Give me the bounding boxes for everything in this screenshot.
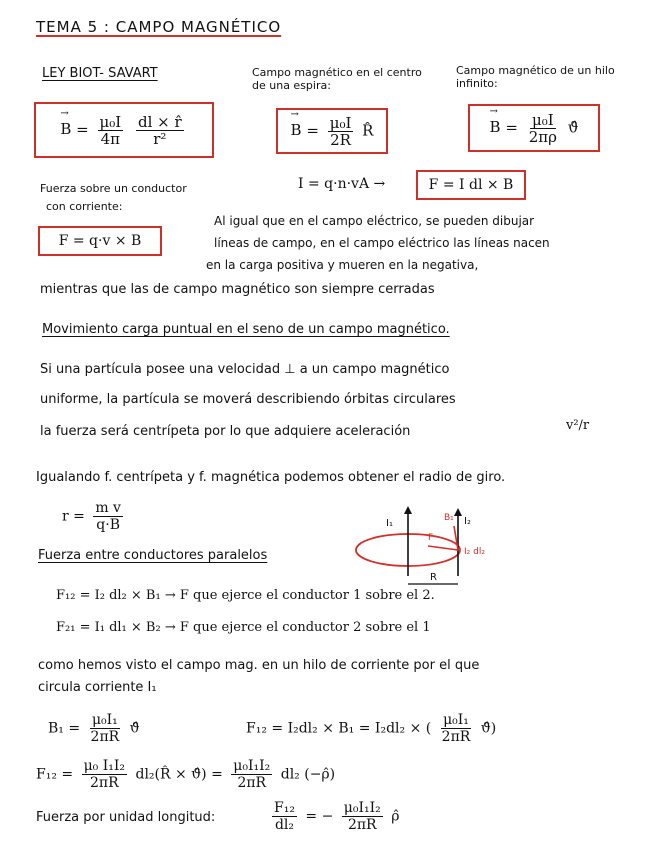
page-title: TEMA 5 : CAMPO MAGNÉTICO [36,18,282,36]
paralelos-text-2: circula corriente I₁ [38,680,157,695]
biot-savart-heading: LEY BIOT- SAVART [42,66,158,81]
movimiento-line-1: Si una partícula posee una velocidad ⊥ a un campo magnético [40,362,450,377]
f12-definition: F₁₂ = I₂ dl₂ × B₁ → F que ejerce el conductor 1 sobre el 2. [56,588,435,603]
movimiento-line-3: la fuerza será centrípeta por lo que adquiere aceleración [40,424,411,439]
label-i1: I₁ [386,518,393,529]
lorentz-formula: F = q·v × B [58,233,142,249]
parallel-conductors-diagram [350,500,520,596]
lorentz-box [38,226,162,256]
fuerza-unidad-label: Fuerza por unidad longitud: [36,810,216,825]
aceleracion-centripeta: v²/r [566,418,590,433]
paralelos-heading: Fuerza entre conductores paralelos [38,548,268,563]
fuerza-conductor-caption-1: Fuerza sobre un conductor [40,182,187,195]
label-r: R [430,572,437,583]
force-vector [428,546,458,550]
movimiento-line-2: uniforme, la partícula se moverá describiendo órbitas circulares [40,392,456,407]
f12-result-formula: F₁₂ = $\frac{\text{μ₀ I₁I₂}}{2\pi R}$ dl₂(R̂ × ϑ̂) = $\frac{\text{μ₀I₁I₂}}{2\pi R}$ dl₂ (−ρ̂) [36,758,336,791]
campo-espira-formula-box [276,108,388,154]
conductor-1-arrow [404,506,412,514]
label-f: F [428,533,434,543]
fuerza-conductor-box [416,170,526,200]
nota-line-2: líneas de campo, en el campo eléctrico las líneas nacen [214,236,550,250]
f12-expanded-formula: F₁₂ = I₂dl₂ × B₁ = I₂dl₂ × ( $\frac{\text{μ₀I₁}}{2\pi R}$ ϑ̂) [246,712,497,745]
campo-espira-formula: → B = $\frac{\text{μ₀I}}{2R}$ R̂ [291,115,374,148]
label-i2: I₂ [464,516,471,527]
biot-savart-formula-box [34,102,214,158]
paralelos-text-1: como hemos visto el campo mag. en un hilo de corriente por el que [38,658,480,673]
nota-line-3: en la carga positiva y mueren en la negativa, [206,258,479,272]
movimiento-line-4: Igualando f. centrípeta y f. magnética podemos obtener el radio de giro. [36,470,506,485]
fuerza-unidad-formula: $\frac{\text{F₁₂}}{\text{dl₂}}$ = − $\frac{\text{μ₀I₁I₂}}{2\pi R}$ ρ̂ [274,800,400,833]
biot-savart-formula: → B = $\frac{\text{μ₀I}}{4\pi}$ $\frac{dl \times r̂}{\text{r²}}$ [60,114,187,147]
f21-definition: F₂₁ = I₁ dl₁ × B₂ → F que ejerce el conductor 2 sobre el 1 [56,620,431,635]
b1-formula: B₁ = $\frac{\text{μ₀I₁}}{2\pi R}$ ϑ̂ [48,712,140,745]
fuerza-conductor-caption-2: con corriente: [46,200,123,213]
campo-espira-caption: Campo magnético en el centro de una espira: [252,66,422,92]
fuerza-conductor-formula: F = I dl × B [428,177,514,193]
label-b1: B₁ [444,513,454,523]
movimiento-heading: Movimiento carga puntual en el seno de un campo magnético. [42,322,450,337]
radio-giro-formula: r = $\frac{\text{m v}}{q\cdot B}$ [62,500,121,533]
label-i2dl2: I₂ dl₂ [464,547,485,557]
campo-hilo-formula: → B = $\frac{\text{μ₀I}}{2\pi\rho}$ ϑ̂ [490,112,579,145]
nota-line-1: Al igual que en el campo eléctrico, se pueden dibujar [214,214,535,228]
campo-hilo-caption: Campo magnético de un hilo infinito: [456,64,615,90]
conductor-2-arrow [454,508,462,516]
current-density-formula: I = q·n·vA → [298,176,386,192]
campo-hilo-formula-box [468,104,600,152]
nota-line-4: mientras que las de campo magnético son siempre cerradas [40,282,435,297]
